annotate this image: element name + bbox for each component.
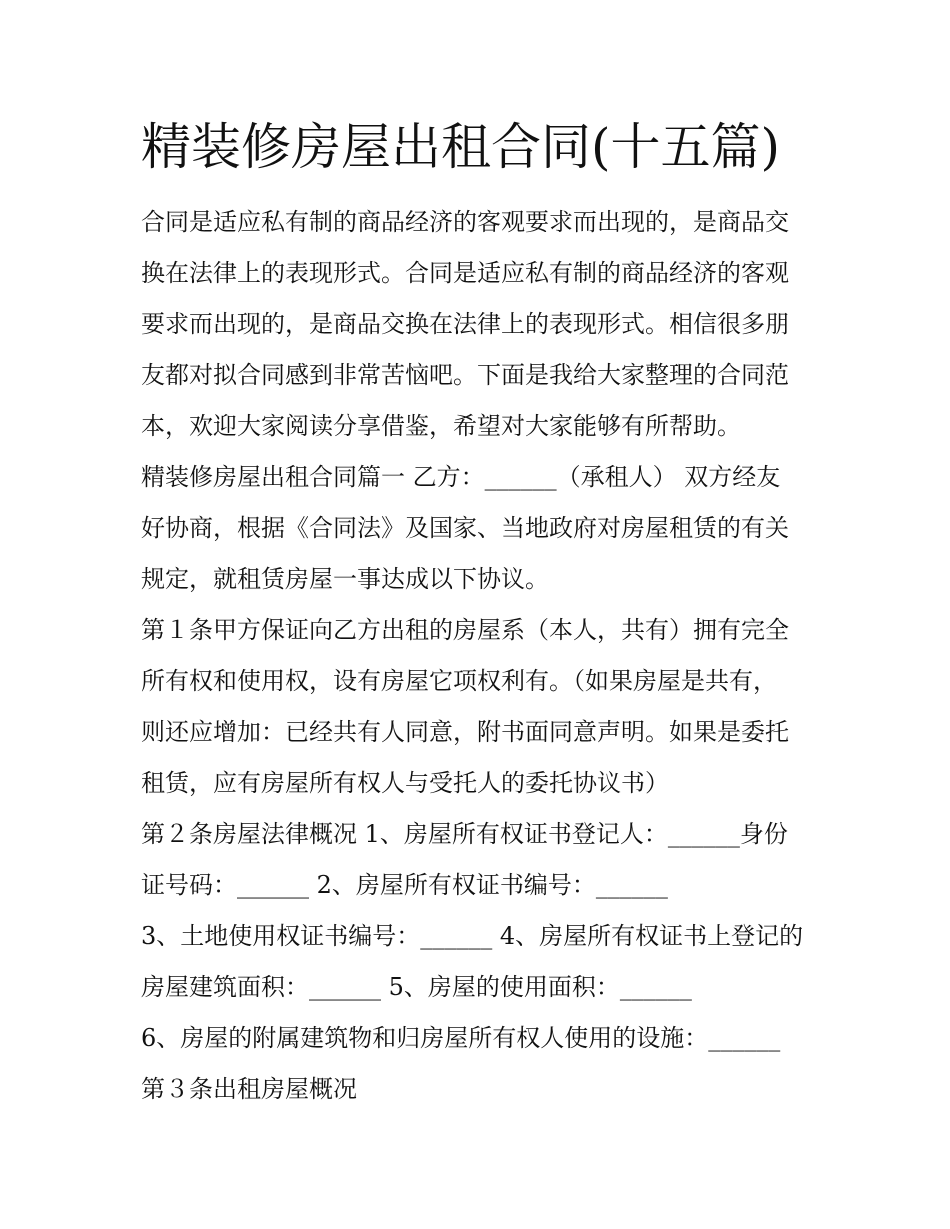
body-line: 则还应增加：已经共有人同意，附书面同意声明。如果是委托: [141, 718, 789, 746]
body-line: 第２条房屋法律概况 1、房屋所有权证书登记人：______身份: [141, 820, 788, 848]
document-title: 精装修房屋出租合同(十五篇): [141, 118, 781, 176]
body-line: 所有权和使用权，设有房屋它项权利有。（如果房屋是共有，: [141, 667, 777, 695]
body-line: 好协商，根据《合同法》及国家、当地政府对房屋租赁的有关: [141, 514, 789, 542]
body-line: 合同是适应私有制的商品经济的客观要求而出现的，是商品交: [141, 208, 789, 236]
body-line: 友都对拟合同感到非常苦恼吧。下面是我给大家整理的合同范: [141, 361, 789, 389]
document-body: [141, 197, 821, 1115]
body-line: 6、房屋的附属建筑物和归房屋所有权人使用的设施：______: [141, 1024, 781, 1052]
body-line: 房屋建筑面积：______ 5、房屋的使用面积：______: [141, 973, 692, 1001]
body-line: 第３条出租房屋概况: [141, 1075, 357, 1103]
body-line: 规定，就租赁房屋一事达成以下协议。: [141, 565, 549, 593]
body-line: 本，欢迎大家阅读分享借鉴，希望对大家能够有所帮助。: [141, 412, 741, 440]
body-line: 换在法律上的表现形式。合同是适应私有制的商品经济的客观: [141, 259, 789, 287]
body-line: 精装修房屋出租合同篇一 乙方：______（承租人） 双方经友: [141, 463, 781, 491]
body-line: 3、土地使用权证书编号：______ 4、房屋所有权证书上登记的: [141, 922, 804, 950]
body-line: 第１条甲方保证向乙方出租的房屋系（本人，共有）拥有完全: [141, 616, 789, 644]
body-line: 租赁，应有房屋所有权人与受托人的委托协议书）: [141, 769, 669, 797]
body-line: 证号码：______ 2、房屋所有权证书编号：______: [141, 871, 668, 899]
body-line: 要求而出现的，是商品交换在法律上的表现形式。相信很多朋: [141, 310, 789, 338]
